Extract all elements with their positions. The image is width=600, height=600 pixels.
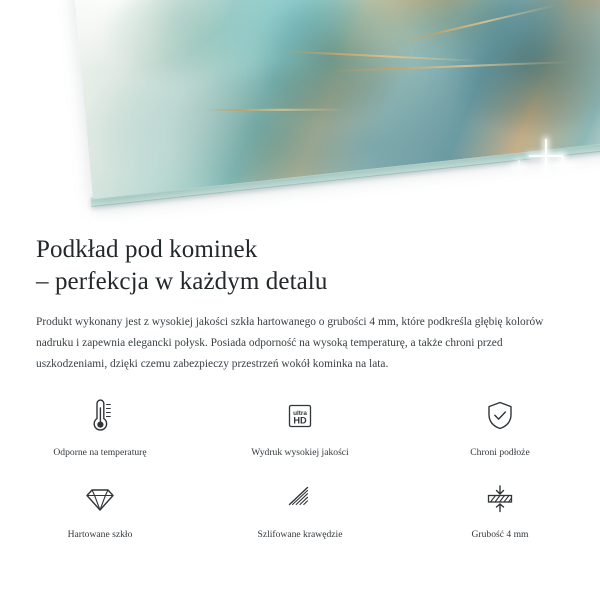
svg-text:ultra: ultra	[293, 410, 307, 417]
glass-panel-wrapper	[0, 0, 600, 220]
feature-label: Grubość 4 mm	[471, 529, 529, 540]
product-description: Produkt wykonany jest z wysokiej jakości szkła hartowanego o grubości 4 mm, które podkreśla głębię kolorów nadruku i zapewnia elegancki połysk. Posiada odporność na wysoką temperaturę, a także chroni przed uszkodzeniami, dzięki czemu zabezpieczy przestrzeń wokół kominka na lata.	[36, 316, 544, 371]
feature-item-thickness	[400, 472, 600, 552]
diamond-icon	[80, 476, 120, 520]
polished-edge-icon	[280, 476, 320, 520]
feature-label: Szlifowane krawędzie	[257, 529, 343, 540]
sparkle-icon	[512, 160, 526, 174]
thermometer-icon	[80, 394, 120, 438]
feature-item-tempered-glass	[0, 472, 200, 552]
feature-item-polished-edges	[200, 472, 400, 552]
feature-label: Hartowane szkło	[67, 529, 133, 540]
feature-item-temperature	[0, 390, 200, 470]
feature-grid	[0, 390, 600, 552]
content-block	[0, 222, 600, 375]
ultra-hd-icon	[280, 394, 320, 438]
svg-text:HD: HD	[293, 415, 307, 426]
feature-item-surface-protection	[400, 390, 600, 470]
feature-label: Wydruk wysokiej jakości	[251, 447, 349, 458]
feature-label: Chroni podłoże	[470, 447, 530, 458]
feature-item-print-quality	[200, 390, 400, 470]
page-title	[0, 222, 600, 298]
shield-check-icon	[480, 394, 520, 438]
feature-label: Odporne na temperaturę	[53, 447, 147, 458]
thickness-icon	[480, 476, 520, 520]
sparkle-icon	[553, 156, 573, 176]
headline-line-2: – perfekcja w każdym detalu	[36, 268, 328, 295]
hero-image	[0, 0, 600, 222]
headline-line-1: Podkład pod kominek	[36, 236, 258, 263]
glass-panel-artwork	[72, 0, 600, 199]
